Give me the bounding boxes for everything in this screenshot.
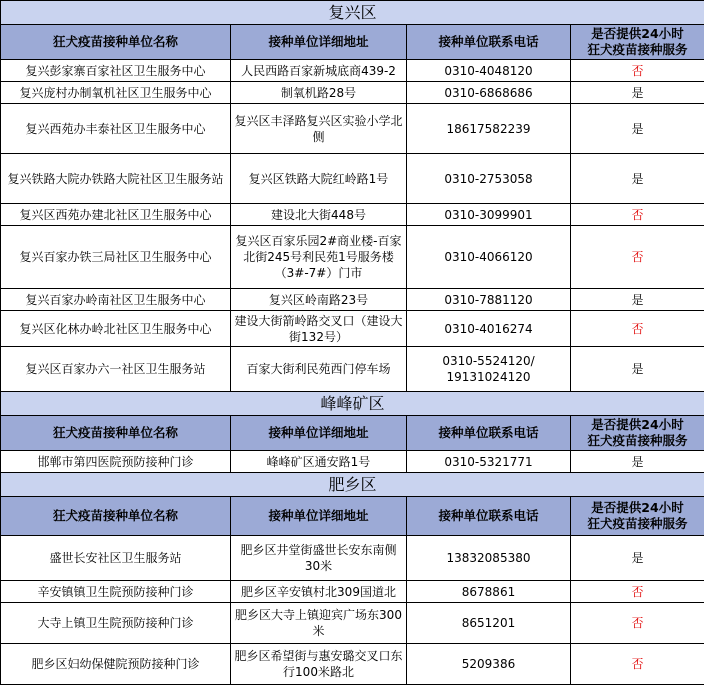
column-header-phone: 接种单位联系电话 — [407, 497, 571, 536]
site-address: 人民西路百家新城底商439-2 — [231, 60, 407, 82]
column-header-name: 狂犬疫苗接种单位名称 — [1, 497, 231, 536]
section-title: 峰峰矿区 — [1, 392, 704, 416]
site-phone: 13832085380 — [407, 536, 571, 581]
column-header-service — [571, 25, 704, 60]
service-status: 是 — [571, 347, 704, 392]
service-status: 否 — [571, 311, 704, 347]
service-status: 否 — [571, 204, 704, 226]
site-address: 肥乡区希望街与惠安璐交叉口东行100米路北 — [231, 644, 407, 685]
service-status: 是 — [571, 82, 704, 104]
column-header-row — [1, 25, 704, 60]
site-address: 百家大街利民苑西门停车场 — [231, 347, 407, 392]
site-phone: 0310-2753058 — [407, 154, 571, 204]
section-title: 复兴区 — [1, 1, 704, 25]
table-row — [1, 347, 704, 392]
table-row — [1, 451, 704, 473]
column-header-service — [571, 497, 704, 536]
site-phone: 8651201 — [407, 603, 571, 644]
site-name: 大寺上镇卫生院预防接种门诊 — [1, 603, 231, 644]
site-name: 复兴百家办岭南社区卫生服务中心 — [1, 289, 231, 311]
site-phone: 0310-4048120 — [407, 60, 571, 82]
column-header-name: 狂犬疫苗接种单位名称 — [1, 25, 231, 60]
site-phone: 0310-3099901 — [407, 204, 571, 226]
site-name: 肥乡区妇幼保健院预防接种门诊 — [1, 644, 231, 685]
site-address: 复兴区百家乐园2#商业楼-百家北街245号利民苑1号服务楼（3#-7#）门市 — [231, 226, 407, 289]
site-address: 制氧机路28号 — [231, 82, 407, 104]
site-name: 复兴西苑办丰泰社区卫生服务中心 — [1, 104, 231, 154]
table-row — [1, 154, 704, 204]
site-phone: 0310-7881120 — [407, 289, 571, 311]
site-address: 建设大街箭岭路交叉口（建设大街132号） — [231, 311, 407, 347]
service-status: 是 — [571, 451, 704, 473]
table-row — [1, 581, 704, 603]
site-name: 盛世长安社区卫生服务站 — [1, 536, 231, 581]
table-row — [1, 644, 704, 685]
site-address: 肥乡区大寺上镇迎宾广场东300米 — [231, 603, 407, 644]
service-header-line1: 是否提供24小时 — [591, 26, 684, 41]
column-header-name: 狂犬疫苗接种单位名称 — [1, 416, 231, 451]
site-address: 复兴区铁路大院红岭路1号 — [231, 154, 407, 204]
table-row — [1, 289, 704, 311]
site-address: 复兴区丰泽路复兴区实验小学北侧 — [231, 104, 407, 154]
service-header-line2: 狂犬疫苗接种服务 — [587, 516, 688, 531]
service-header-line1: 是否提供24小时 — [591, 500, 684, 515]
column-header-row — [1, 416, 704, 451]
table-row — [1, 311, 704, 347]
service-status: 否 — [571, 603, 704, 644]
site-name: 辛安镇镇卫生院预防接种门诊 — [1, 581, 231, 603]
service-status: 是 — [571, 536, 704, 581]
column-header-address: 接种单位详细地址 — [231, 416, 407, 451]
column-header-phone: 接种单位联系电话 — [407, 25, 571, 60]
site-phone — [407, 347, 571, 392]
site-name: 复兴彭家寨百家社区卫生服务中心 — [1, 60, 231, 82]
table-row — [1, 603, 704, 644]
service-status: 是 — [571, 289, 704, 311]
site-name: 复兴百家办铁三局社区卫生服务中心 — [1, 226, 231, 289]
table-row — [1, 536, 704, 581]
site-phone: 18617582239 — [407, 104, 571, 154]
site-name: 复兴区西苑办建北社区卫生服务中心 — [1, 204, 231, 226]
service-header-line2: 狂犬疫苗接种服务 — [587, 42, 688, 57]
service-status: 否 — [571, 644, 704, 685]
site-address: 复兴区岭南路23号 — [231, 289, 407, 311]
site-name: 复兴铁路大院办铁路大院社区卫生服务站 — [1, 154, 231, 204]
site-phone: 5209386 — [407, 644, 571, 685]
service-status: 是 — [571, 154, 704, 204]
site-phone: 0310-6868686 — [407, 82, 571, 104]
service-header-line2: 狂犬疫苗接种服务 — [587, 433, 688, 448]
column-header-address: 接种单位详细地址 — [231, 25, 407, 60]
table-row — [1, 226, 704, 289]
site-address: 建设北大街448号 — [231, 204, 407, 226]
site-phone: 0310-4066120 — [407, 226, 571, 289]
phone-line2: 19131024120 — [446, 370, 531, 384]
site-phone: 8678861 — [407, 581, 571, 603]
table-row — [1, 204, 704, 226]
table-row — [1, 104, 704, 154]
site-address: 肥乡区辛安镇村北309国道北 — [231, 581, 407, 603]
section-header-fuxing — [1, 1, 704, 25]
table-row — [1, 60, 704, 82]
column-header-address: 接种单位详细地址 — [231, 497, 407, 536]
service-status: 否 — [571, 581, 704, 603]
site-phone: 0310-4016274 — [407, 311, 571, 347]
service-status: 否 — [571, 226, 704, 289]
phone-line1: 0310-5524120/ — [442, 354, 535, 368]
table-row — [1, 82, 704, 104]
section-title: 肥乡区 — [1, 473, 704, 497]
service-status: 否 — [571, 60, 704, 82]
column-header-phone: 接种单位联系电话 — [407, 416, 571, 451]
site-address: 峰峰矿区通安路1号 — [231, 451, 407, 473]
service-header-line1: 是否提供24小时 — [591, 417, 684, 432]
service-status: 是 — [571, 104, 704, 154]
section-header-feixiang — [1, 473, 704, 497]
column-header-service — [571, 416, 704, 451]
site-address: 肥乡区井堂街盛世长安东南侧30米 — [231, 536, 407, 581]
site-phone: 0310-5321771 — [407, 451, 571, 473]
section-header-fengfeng — [1, 392, 704, 416]
site-name: 复兴区百家办六一社区卫生服务站 — [1, 347, 231, 392]
site-name: 复兴区化林办岭北社区卫生服务中心 — [1, 311, 231, 347]
column-header-row — [1, 497, 704, 536]
site-name: 复兴庞村办制氧机社区卫生服务中心 — [1, 82, 231, 104]
site-name: 邯郸市第四医院预防接种门诊 — [1, 451, 231, 473]
